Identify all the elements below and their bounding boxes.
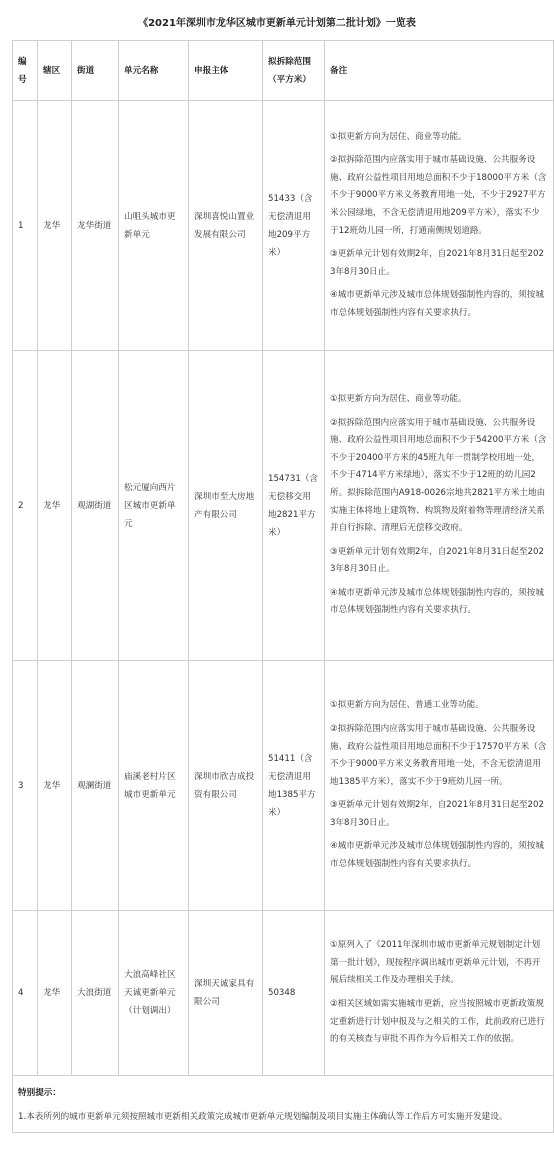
cell-remark (325, 911, 554, 1076)
remark-item: ④城市更新单元涉及城市总体规划强制性内容的，须按城市总体规划强制性内容有关要求执行。 (330, 290, 544, 318)
cell-no: 1 (13, 101, 38, 351)
table-row (13, 351, 554, 661)
header-remark: 备注 (325, 41, 554, 101)
cell-applicant: 深圳市至大房地产有限公司 (189, 351, 263, 661)
remark-item: ①原列入了《2011年深圳市城市更新单元规划制定计划第一批计划》，现按程序调出城市更新单元计划，不再开展后续相关工作及办理相关手续。 (330, 940, 541, 986)
cell-applicant: 深圳市欣吉成投资有限公司 (189, 661, 263, 911)
cell-unit: 大浪高峰社区天诚更新单元（计划调出） (119, 911, 189, 1076)
header-area: 拟拆除范围（平方米） (263, 41, 325, 101)
remark-item: ②拟拆除范围内应落实用于城市基础设施、公共服务设施、政府公益性项目用地总面积不少于54200平方米（含不少于20400平方米的45班九年一贯制学校用地一处，不少于4714平方米绿地），落实不少于12班的幼儿园2所。拟拆除范围内A918-0026宗地共2821平方米土地由实施主体将地上建筑物、构筑物及附着物等理清经济关系并自行拆除、清理后无偿移交政府。 (330, 417, 547, 534)
header-no: 编号 (13, 41, 38, 101)
header-applicant: 申报主体 (189, 41, 263, 101)
cell-area: 51411（含无偿清退用地1385平方米） (263, 661, 325, 911)
remark-item: ①拟更新方向为居住、商业等功能。 (330, 131, 467, 142)
remark-item: ③更新单元计划有效期2年，自2021年8月31日起至2023年8月30日止。 (330, 800, 544, 828)
remark-item: ④城市更新单元涉及城市总体规划强制性内容的，须按城市总体规划强制性内容有关要求执行。 (330, 587, 544, 616)
header-street: 街道 (72, 41, 119, 101)
header-row (13, 41, 554, 101)
cell-street: 大浪街道 (72, 911, 119, 1076)
cell-no: 2 (13, 351, 38, 661)
cell-district: 龙华 (38, 661, 72, 911)
cell-street: 观澜街道 (72, 661, 119, 911)
cell-street: 观湖街道 (72, 351, 119, 661)
cell-remark (325, 661, 554, 911)
remark-item: ③更新单元计划有效期2年，自2021年8月31日起至2023年8月30日止。 (330, 546, 544, 575)
cell-unit: 松元厦向西片区城市更新单元 (119, 351, 189, 661)
cell-applicant: 深圳天诚家具有限公司 (189, 911, 263, 1076)
header-district: 辖区 (38, 41, 72, 101)
table-row (13, 661, 554, 911)
cell-applicant: 深圳喜悦山置业发展有限公司 (189, 101, 263, 351)
footer-text: 1.本表所列的城市更新单元须按照城市更新相关政策完成城市更新单元规划编制及项目实施主体确认等工作后方可实施开发建设。 (18, 1112, 508, 1122)
cell-district: 龙华 (38, 101, 72, 351)
remark-item: ③更新单元计划有效期2年，自2021年8月31日起至2023年8月30日止。 (330, 249, 544, 277)
cell-street: 龙华街道 (72, 101, 119, 351)
page-title: 《2021年深圳市龙华区城市更新单元计划第二批计划》一览表 (138, 18, 416, 29)
cell-area: 154731（含无偿移交用地2821平方米） (263, 351, 325, 661)
cell-district: 龙华 (38, 351, 72, 661)
remark-item: ④城市更新单元涉及城市总体规划强制性内容的，须按城市总体规划强制性内容有关要求执行。 (330, 841, 544, 870)
footer-cell (13, 1076, 554, 1133)
cell-no: 4 (13, 911, 38, 1076)
header-unit: 单元名称 (119, 41, 189, 101)
remark-item: ②拟拆除范围内应落实用于城市基础设施、公共服务设施、政府公益性项目用地总面积不少于17570平方米（含不少于9000平方米义务教育用地一处，不含无偿清退用地1385平方米），落实不少于9班幼儿园一所。 (330, 723, 547, 787)
table-row (13, 101, 554, 351)
cell-no: 3 (13, 661, 38, 911)
cell-remark (325, 351, 554, 661)
table-row (13, 911, 554, 1076)
cell-remark (325, 101, 554, 351)
remark-item: ①拟更新方向为居住、普通工业等功能。 (330, 700, 484, 711)
remark-item: ①拟更新方向为居住、商业等功能。 (330, 393, 467, 404)
remark-item: ②拟拆除范围内应落实用于城市基础设施、公共服务设施、政府公益性项目用地总面积不少于18000平方米（含不少于9000平方米义务教育用地一处，不少于2927平方米公园绿地，不含无偿清退用地209平方米），落实不少于12班幼儿园一所，打通南侧规划道路。 (330, 155, 547, 236)
cell-unit: 山咀头城市更新单元 (119, 101, 189, 351)
plan-table (12, 40, 554, 1133)
footer-title: 特别提示： (18, 1088, 61, 1098)
remark-item: ②相关区域如需实施城市更新，应当按照城市更新政策规定重新进行计划申报及与之相关的工作，此前政府已进行的有关核查与审批不再作为今后相关工作的依据。 (330, 999, 545, 1045)
footer-row (13, 1076, 554, 1133)
cell-district: 龙华 (38, 911, 72, 1076)
cell-area: 50348 (263, 911, 325, 1076)
cell-unit: 庙溪老村片区城市更新单元 (119, 661, 189, 911)
cell-area: 51433（含无偿清退用地209平方米） (263, 101, 325, 351)
